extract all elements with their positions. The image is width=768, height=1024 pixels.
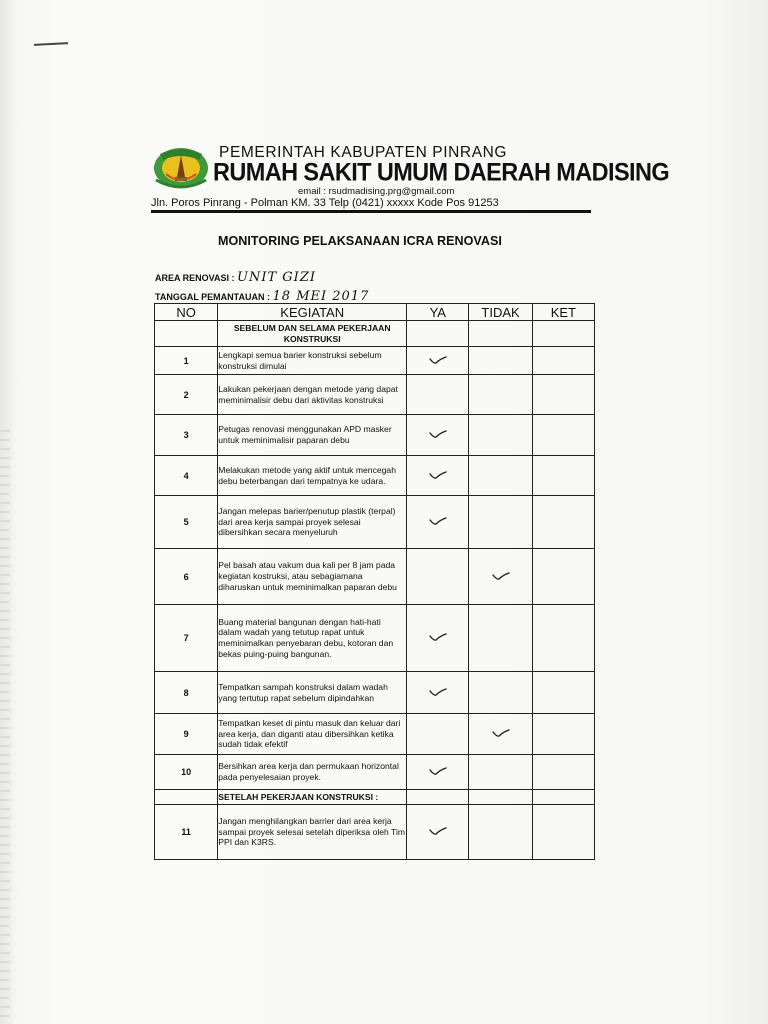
letterhead-divider <box>151 210 591 213</box>
checkmark-icon <box>429 826 447 836</box>
checkmark-icon <box>429 687 447 697</box>
row-ya-cell <box>407 605 469 672</box>
row-number: 9 <box>155 714 218 755</box>
row-ket-cell <box>532 672 594 714</box>
header-tidak: TIDAK <box>469 304 532 321</box>
section-row <box>155 321 595 347</box>
row-number: 5 <box>155 496 218 549</box>
hospital-address: Jln. Poros Pinrang - Polman KM. 33 Telp (0421) xxxxx Kode Pos 91253 <box>151 197 499 209</box>
date-label: TANGGAL PEMANTAUAN : <box>155 292 270 302</box>
row-kegiatan: Petugas renovasi menggunakan APD masker untuk meminimalisir paparan debu <box>218 415 407 456</box>
area-label: AREA RENOVASI : <box>155 273 235 283</box>
section-title: SETELAH PEKERJAAN KONSTRUKSI : <box>218 790 407 805</box>
row-number: 8 <box>155 672 218 714</box>
table-row <box>155 755 595 790</box>
checkmark-icon <box>429 516 447 526</box>
row-tidak-cell <box>469 496 532 549</box>
row-tidak-cell <box>469 375 532 415</box>
row-number: 2 <box>155 375 218 415</box>
table-header-row <box>155 304 595 321</box>
row-tidak-cell <box>469 714 532 755</box>
row-tidak-cell <box>469 415 532 456</box>
row-ket-cell <box>532 496 594 549</box>
row-kegiatan: Lengkapi semua barier konstruksi sebelum konstruksi dimulai <box>218 347 407 375</box>
row-ket-cell <box>532 549 594 605</box>
hospital-name: RUMAH SAKIT UMUM DAERAH MADISING <box>213 158 669 187</box>
section-row <box>155 790 595 805</box>
row-tidak-cell <box>469 805 532 860</box>
table-row <box>155 496 595 549</box>
area-value: UNIT GIZI <box>237 270 316 285</box>
scan-edge <box>0 430 10 1020</box>
row-ya-cell <box>407 415 469 456</box>
row-ket-cell <box>532 605 594 672</box>
section-ya-cell <box>407 321 469 347</box>
table-row <box>155 714 595 755</box>
area-field <box>155 270 316 285</box>
row-ya-cell <box>407 347 469 375</box>
row-ket-cell <box>532 375 594 415</box>
section-ket-cell <box>532 790 594 805</box>
row-kegiatan: Jangan menghilangkan barrier dari area kerja sampai proyek selesai setelah diperiksa oleh Tim PPI dan K3RS. <box>218 805 407 860</box>
row-ya-cell <box>407 375 469 415</box>
section-no-cell <box>155 790 218 805</box>
document-title: MONITORING PELAKSANAAN ICRA RENOVASI <box>218 234 502 248</box>
table-row <box>155 805 595 860</box>
section-no-cell <box>155 321 218 347</box>
row-tidak-cell <box>469 456 532 496</box>
checkmark-icon <box>429 632 447 642</box>
section-tidak-cell <box>469 790 532 805</box>
regency-emblem-icon <box>152 144 210 190</box>
table-row <box>155 375 595 415</box>
row-ket-cell <box>532 347 594 375</box>
row-number: 7 <box>155 605 218 672</box>
header-ket: KET <box>532 304 594 321</box>
row-ket-cell <box>532 805 594 860</box>
table-row <box>155 415 595 456</box>
row-kegiatan: Lakukan pekerjaan dengan metode yang dapat meminimalisir debu dari aktivitas konstruksi <box>218 375 407 415</box>
row-number: 6 <box>155 549 218 605</box>
row-number: 4 <box>155 456 218 496</box>
row-number: 11 <box>155 805 218 860</box>
row-ket-cell <box>532 456 594 496</box>
letterhead <box>150 140 669 215</box>
row-ya-cell <box>407 496 469 549</box>
row-ya-cell <box>407 714 469 755</box>
row-kegiatan: Tempatkan keset di pintu masuk dan keluar dari area kerja, dan diganti atau dibersihkan ketika sudah tidak efektif <box>218 714 407 755</box>
checkmark-icon <box>492 571 510 581</box>
row-ya-cell <box>407 456 469 496</box>
row-kegiatan: Tempatkan sampah konstruksi dalam wadah yang tertutup rapat sebelum dipindahkan <box>218 672 407 714</box>
table-row <box>155 456 595 496</box>
row-number: 1 <box>155 347 218 375</box>
row-ya-cell <box>407 805 469 860</box>
section-title: SEBELUM DAN SELAMA PEKERJAAN KONSTRUKSI <box>218 321 407 347</box>
row-kegiatan: Pel basah atau vakum dua kali per 8 jam pada kegiatan kostruksi, atau sebagiamana diharuskan untuk meminimalkan paparan debu <box>218 549 407 605</box>
date-field <box>155 289 369 304</box>
hospital-email: email : rsudmadising.prg@gmail.com <box>298 186 455 197</box>
row-ket-cell <box>532 415 594 456</box>
checkmark-icon <box>492 728 510 738</box>
row-tidak-cell <box>469 755 532 790</box>
section-ya-cell <box>407 790 469 805</box>
section-ket-cell <box>532 321 594 347</box>
row-tidak-cell <box>469 605 532 672</box>
section-tidak-cell <box>469 321 532 347</box>
row-ya-cell <box>407 549 469 605</box>
checkmark-icon <box>429 766 447 776</box>
row-tidak-cell <box>469 347 532 375</box>
checkmark-icon <box>429 355 447 365</box>
table-row <box>155 605 595 672</box>
table-row <box>155 549 595 605</box>
row-ket-cell <box>532 755 594 790</box>
row-tidak-cell <box>469 549 532 605</box>
checkmark-icon <box>429 429 447 439</box>
row-tidak-cell <box>469 672 532 714</box>
row-ket-cell <box>532 714 594 755</box>
monitoring-table <box>154 303 595 860</box>
pen-mark <box>34 42 68 46</box>
date-value: 18 MEI 2017 <box>272 289 370 304</box>
government-name: PEMERINTAH KABUPATEN PINRANG <box>219 144 508 161</box>
row-kegiatan: Buang material bangunan dengan hati-hati dalam wadah yang tetutup rapat untuk meminimalkan penyebaran debu, kotoran dan bekas puing-puing bangunan. <box>218 605 407 672</box>
table-row <box>155 347 595 375</box>
header-ya: YA <box>407 304 469 321</box>
row-ya-cell <box>407 672 469 714</box>
row-number: 10 <box>155 755 218 790</box>
row-kegiatan: Melakukan metode yang aktif untuk mencegah debu beterbangan dari tempatnya ke udara. <box>218 456 407 496</box>
checkmark-icon <box>429 470 447 480</box>
header-no: NO <box>155 304 218 321</box>
header-kegiatan: KEGIATAN <box>218 304 407 321</box>
row-number: 3 <box>155 415 218 456</box>
table-row <box>155 672 595 714</box>
row-ya-cell <box>407 755 469 790</box>
row-kegiatan: Jangan melepas barier/penutup plastik (terpal) dari area kerja sampai proyek selesai dibersihkan secara menyeluruh <box>218 496 407 549</box>
row-kegiatan: Bersihkan area kerja dan permukaan horizontal pada penyelesaian proyek. <box>218 755 407 790</box>
